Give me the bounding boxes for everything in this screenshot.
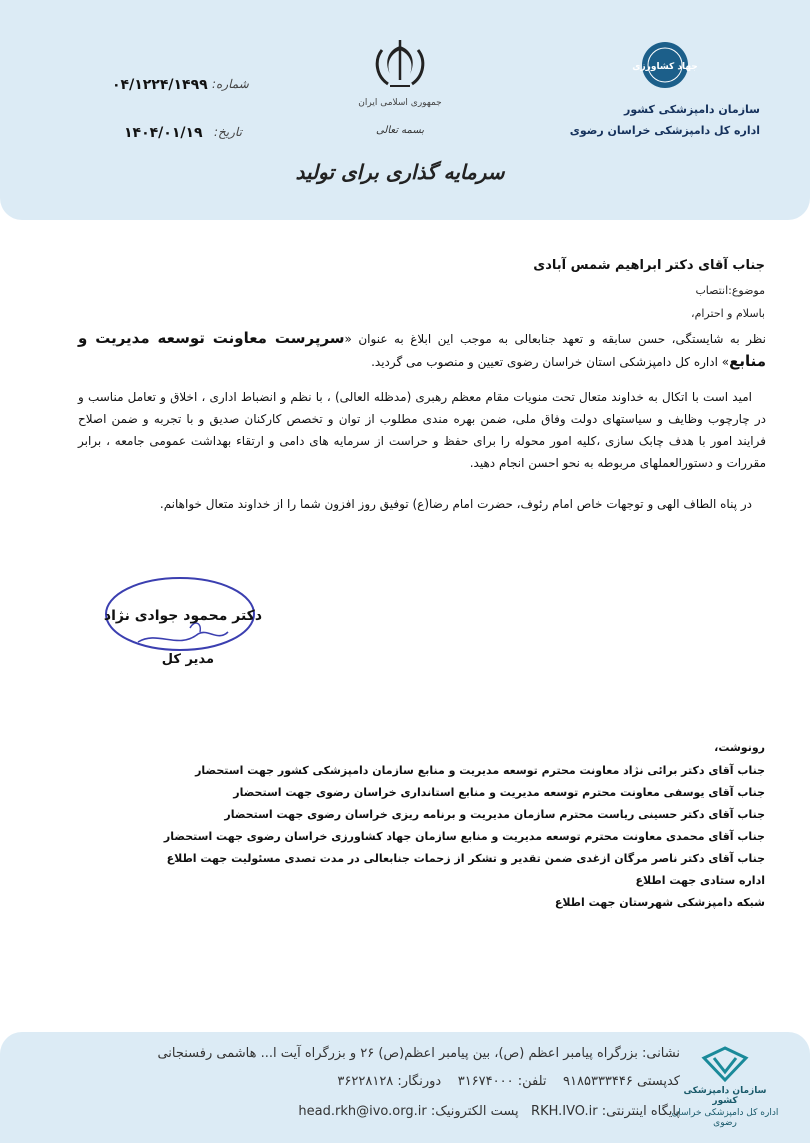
letter-number: ۰۴/۱۲۲۴/۱۴۹۹ bbox=[112, 77, 208, 93]
basmala: بسمه تعالی bbox=[375, 125, 425, 136]
letter-date-label: تاریخ: bbox=[214, 125, 242, 139]
cc-item: جناب آقای دکتر برائی نژاد معاونت محترم توسعه مدیریت و منابع سازمان دامپزشکی کشور جهت استحضار bbox=[195, 764, 765, 777]
postal-label: کدپستی bbox=[637, 1074, 680, 1089]
footer-logo-line2: اداره کل دامپزشکی خراسان رضوی bbox=[671, 1108, 779, 1128]
recipient: جناب آقای دکتر ابراهیم شمس آبادی bbox=[533, 258, 765, 273]
jahad-keshavarzi-logo bbox=[632, 40, 698, 90]
cc-item: اداره ستادی جهت اطلاع bbox=[635, 874, 765, 887]
signature-name: دکتر محمود جوادی نژاد bbox=[103, 608, 262, 624]
email-link[interactable]: head.rkh@ivo.org.ir bbox=[298, 1104, 427, 1119]
phone-value: ۳۱۶۷۴۰۰۰ bbox=[457, 1074, 514, 1089]
logo-label: جهاد کشاورزی bbox=[632, 62, 698, 72]
website-link[interactable]: RKH.IVO.ir bbox=[531, 1104, 598, 1119]
footer-web bbox=[190, 1104, 680, 1119]
footer-address: نشانی: بزرگراه پیامبر اعظم (ص)، بین پیامبر اعظم(ص) ۲۶ و بزرگراه آیت ا... هاشمی رفسنجانی bbox=[157, 1046, 680, 1061]
footer-logo-line1: سازمان دامپزشکی کشور bbox=[683, 1086, 767, 1106]
letter-date: ۱۴۰۴/۰۱/۱۹ bbox=[124, 125, 203, 141]
veterinary-org-logo-icon bbox=[700, 1046, 750, 1082]
fax-label: دورنگار: bbox=[397, 1074, 442, 1089]
signature-title: مدیر کل bbox=[161, 652, 214, 667]
cc-item: شبکه دامپزشکی شهرستان جهت اطلاع bbox=[554, 896, 765, 909]
website-label: پایگاه اینترنتی: bbox=[601, 1104, 680, 1119]
paragraph-appointment-a: نظر به شایستگی، حسن سابقه و تعهد جنابعالی به موجب این ابلاغ به عنوان « bbox=[344, 332, 766, 346]
fax-value: ۳۶۲۲۸۱۲۸ bbox=[337, 1074, 394, 1089]
iran-emblem-icon bbox=[370, 36, 430, 92]
phone-label: تلفن: bbox=[517, 1074, 547, 1089]
slogan: سرمایه گذاری برای تولید bbox=[295, 160, 505, 184]
footer-contact bbox=[190, 1074, 680, 1089]
paragraph-expectations: امید است با اتکال به خداوند متعال تحت منویات مقام معظم رهبری (مدظله العالی) ، با نظم و انضباط اداری ، اخلاق و تعامل مناسب و در چارچوب وظایف و سیاستهای دولت وفاق ملی، ضمن بهره مندی مطلوب از توان و تخصص کارکنان صدیق و با تجربه و ضمن اصلاح فرایند امور با هدف چابک سازی ،کلیه امور محوله را برای حفظ و حراست از سرمایه های دامی و ارتقاء بهداشت عمومی جامعه ، برابر مقررات و دستورالعملهای مربوطه به نحو احسن انجام دهید. bbox=[78, 390, 766, 470]
paragraph-appointment-b: » اداره کل دامپزشکی استان خراسان رضوی تعیین و منصوب می گردید. bbox=[371, 355, 730, 369]
cc-item: جناب آقای یوسفی معاونت محترم توسعه مدیریت و منابع استانداری خراسان رضوی جهت استحضار bbox=[233, 786, 765, 799]
cc-list bbox=[150, 760, 765, 914]
paragraph-closing: در پناه الطاف الهی و توجهات خاص امام رئوف، حضرت امام رضا(ع) توفیق روز افزون شما را از خداوند متعال خواهانم. bbox=[159, 497, 752, 511]
emblem-tagline: جمهوری اسلامی ایران bbox=[358, 98, 442, 108]
appointment-position: سرپرست معاونت توسعه مدیریت و منابع bbox=[78, 329, 766, 370]
subject: موضوع:انتصاب bbox=[695, 284, 765, 297]
cc-item: جناب آقای محمدی معاونت محترم توسعه مدیریت و منابع سازمان جهاد کشاورزی خراسان رضوی جهت استحضار bbox=[163, 830, 765, 843]
cc-item: جناب آقای دکتر حسینی ریاست محترم سازمان مدیریت و برنامه ریزی خراسان رضوی جهت استحضار bbox=[224, 808, 765, 821]
org-name-line1: سازمان دامپزشکی کشور bbox=[624, 103, 760, 116]
email-label: پست الکترونیک: bbox=[430, 1104, 519, 1119]
cc-item: جناب آقای دکتر ناصر مرگان ازغدی ضمن تقدیر و تشکر از زحمات جنابعالی در مدت تصدی مسئولیت جهت اطلاع bbox=[166, 852, 765, 865]
postal-value: ۹۱۸۵۳۳۳۴۴۶ bbox=[563, 1074, 633, 1089]
cc-title: رونوشت، bbox=[714, 741, 765, 754]
greeting: باسلام و احترام، bbox=[691, 307, 765, 320]
org-name-line2: اداره کل دامپزشکی خراسان رضوی bbox=[569, 124, 760, 137]
letter-number-label: شماره: bbox=[212, 77, 249, 91]
paragraph-appointment bbox=[78, 327, 766, 373]
